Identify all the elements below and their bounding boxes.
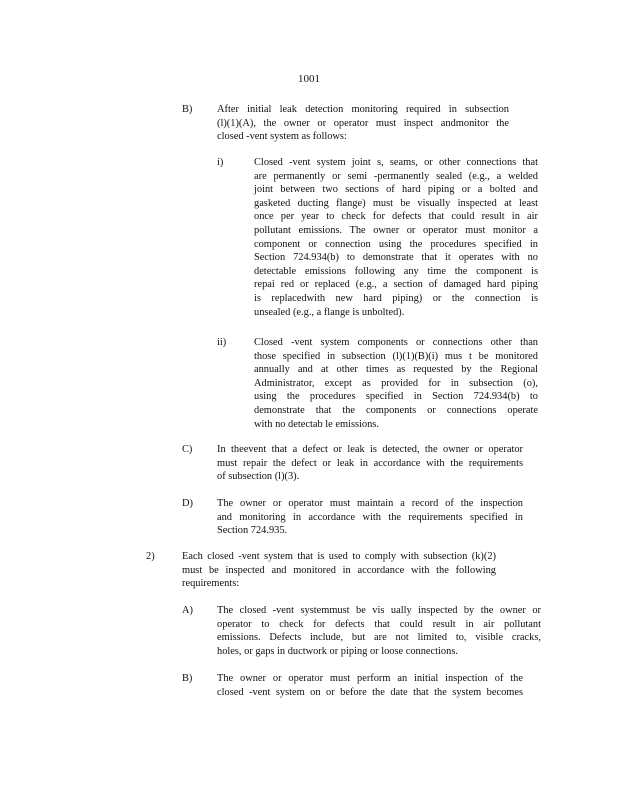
item-paragraph xyxy=(254,156,538,319)
text-line: requirements: xyxy=(182,578,240,590)
text-line: The closed -vent systemmust be vis ually inspected by the owner or xyxy=(217,605,541,616)
item-label: B) xyxy=(182,673,193,684)
text-line: component or connection using the procedures specified in xyxy=(254,238,538,250)
text-line: are permanently or semi -permanently sealed (e.g., a welded xyxy=(254,170,538,182)
text-line: The owner or operator must perform an initial inspection of the xyxy=(217,673,523,684)
text-line: with no detectab le emissions. xyxy=(254,418,379,430)
text-line: Section 724.934(b) to demonstrate that it operates with no xyxy=(254,252,538,264)
item-paragraph xyxy=(254,336,538,431)
text-line: is replacedwith new hard piping) or the connection is xyxy=(254,292,538,304)
text-line: detectable emissions following any time the component is xyxy=(254,265,538,277)
text-line: operator to check for defects that could result in air pollutant xyxy=(217,618,541,630)
text-line: unsealed (e.g., a flange is unbolted). xyxy=(254,306,405,318)
item-paragraph xyxy=(217,103,509,144)
text-line: once per year to check for defects that could result in air xyxy=(254,211,538,223)
text-line: closed -vent system on or before the date that the system becomes xyxy=(217,686,523,698)
item-paragraph xyxy=(217,604,541,658)
text-line: emissions. Defects include, but are not limited to, visible cracks, xyxy=(217,632,541,644)
text-line: demonstrate that the components or connections operate xyxy=(254,404,538,416)
item-label: 2) xyxy=(146,551,155,562)
text-line: holes, or gaps in ductwork or piping or loose connections. xyxy=(217,645,458,657)
text-line: After initial leak detection monitoring required in subsection xyxy=(217,104,509,115)
text-line: using the procedures specified in Section 724.934(b) to xyxy=(254,391,538,403)
text-line: of subsection (l)(3). xyxy=(217,471,300,483)
text-line: The owner or operator must maintain a record of the inspection xyxy=(217,498,523,509)
text-line: Section 724.935. xyxy=(217,525,288,537)
item-paragraph xyxy=(217,672,523,699)
text-line: In theevent that a defect or leak is detected, the owner or operator xyxy=(217,444,523,455)
text-line: Administrator, except as provided for in subsection (o), xyxy=(254,377,538,389)
item-paragraph xyxy=(182,550,496,591)
item-paragraph xyxy=(217,443,523,484)
text-line: repai red or replaced (e.g., a section of damaged hard piping xyxy=(254,279,538,291)
item-label: A) xyxy=(182,605,193,616)
text-line: (l)(1)(A), the owner or operator must inspect andmonitor the xyxy=(217,117,509,129)
item-label: ii) xyxy=(217,337,227,348)
text-line: joint between two sections of hard piping or a bolted and xyxy=(254,184,538,196)
item-paragraph xyxy=(217,497,523,538)
item-label: i) xyxy=(217,157,224,168)
text-line: those specified in subsection (l)(1)(B)(i) mus t be monitored xyxy=(254,350,538,362)
page-number: 1001 xyxy=(298,73,320,85)
text-line: annually and at other times as requested by the Regional xyxy=(254,364,538,376)
item-label: B) xyxy=(182,104,193,115)
text-line: closed -vent system as follows: xyxy=(217,131,347,143)
text-line: Closed -vent system joint s, seams, or other connections that xyxy=(254,157,538,168)
text-line: must repair the defect or leak in accordance with the requirements xyxy=(217,457,523,469)
text-line: must be inspected and monitored in accordance with the following xyxy=(182,564,496,576)
text-line: and monitoring in accordance with the requirements specified in xyxy=(217,511,523,523)
item-label: C) xyxy=(182,444,193,455)
text-line: gasketed ducting flange) must be visually inspected at least xyxy=(254,197,538,209)
text-line: Closed -vent system components or connections other than xyxy=(254,337,538,348)
text-line: pollutant emissions. The owner or operator must monitor a xyxy=(254,224,538,236)
text-line: Each closed -vent system that is used to comply with subsection (k)(2) xyxy=(182,551,496,562)
item-label: D) xyxy=(182,498,193,509)
